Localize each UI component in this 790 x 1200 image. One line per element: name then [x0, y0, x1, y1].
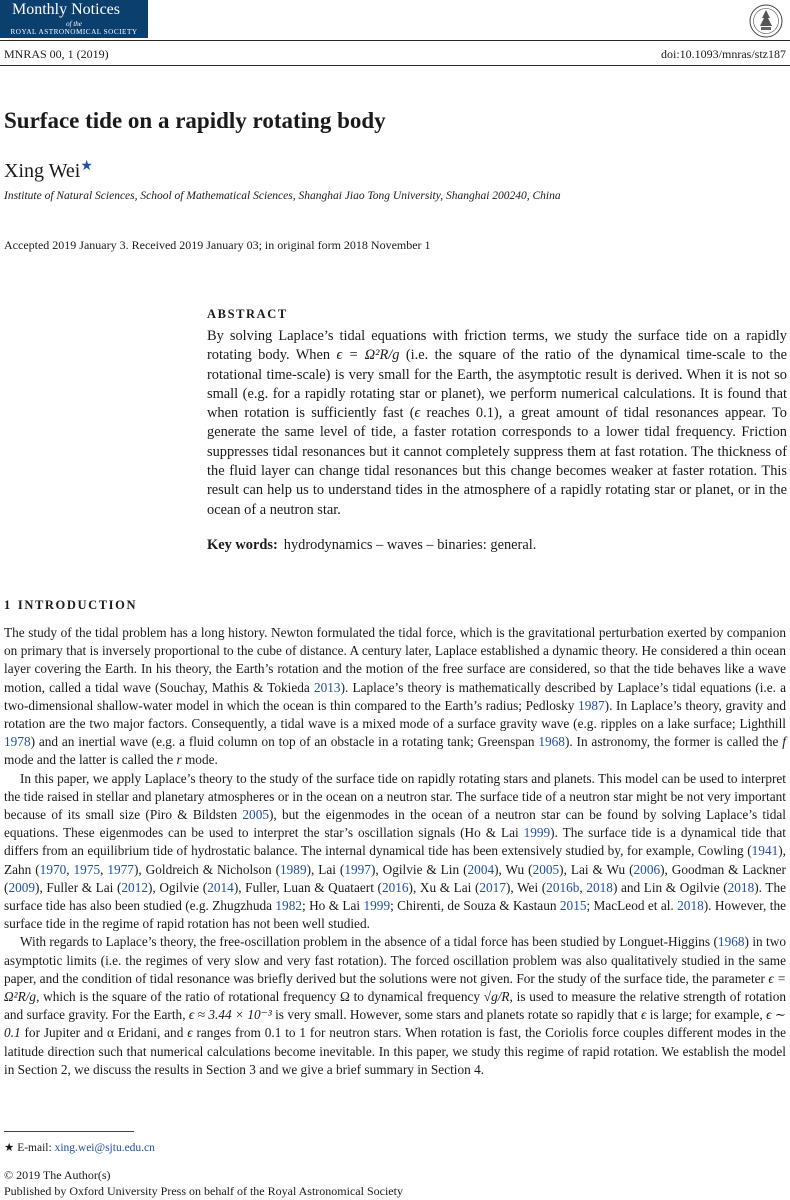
journal-masthead [0, 0, 148, 38]
citation-link[interactable]: 1982 [275, 898, 302, 914]
citation-link[interactable]: 2014 [207, 879, 234, 895]
citation-link[interactable]: 2006 [633, 861, 661, 877]
paper-title: Surface tide on a rapidly rotating body [4, 108, 386, 133]
keywords-label: Key words: [207, 537, 278, 553]
doi[interactable]: doi:10.1093/mnras/stz187 [661, 47, 786, 61]
citation-link[interactable]: 1968 [538, 734, 565, 750]
citation-link[interactable]: 1970 [39, 861, 67, 877]
paragraph: In this paper, we apply Laplace’s theory to the study of the surface tide on rapidly rotating stars and planets. This model can be used to interpret the tide raised in stellar and planetary atmospheres or in the ocean on a neutron star. The surface tide of a neutron star might be not very important because of its small size (Piro & Bildsten 2005), but the eigenmodes in the ocean of a neutron star can be found by solving Laplace’s tidal equations. These eigenmodes can be used to interpret the star’s oscillation signals (Ho & Lai 1999). The surface tide is a dynamical tide that differs from an equilibrium tide of hydrostatic balance. The internal dynamical tide has been extensively studied by, for example, Cowling (1941), Zahn (1970, 1975, 1977), Goldreich & Nicholson (1989), Lai (1997), Ogilvie & Lin (2004), Wu (2005), Lai & Wu (2006), Goodman & Lackner (2009), Fuller & Lai (2012), Ogilvie (2014), Fuller, Luan & Quataert (2016), Xu & Lai (2017), Wei (2016b, 2018) and Lin & Ogilvie (2018). The surface tide has also been studied (e.g. Zhugzhuda 1982; Ho & Lai 1999; Chirenti, de Souza & Kastaun 2015; MacLeod et al. 2018). However, the surface tide in the regime of rapid rotation has not been well studied. [4, 770, 787, 932]
header-rule-bottom [0, 65, 790, 66]
equation: ϵ ∼ 0.1 [4, 1007, 787, 1041]
dates-line: Accepted 2019 January 3. Received 2019 January 03; in original form 2018 November 1 [4, 238, 431, 252]
copyright: © 2019 The Author(s) [4, 1168, 111, 1182]
section-number: 1 [4, 598, 12, 612]
paragraph: With regards to Laplace’s theory, the free-oscillation problem in the absence of a tidal force has been studied by Longuet-Higgins (1968) in two asymptotic limits (i.e. the regimes of very slow and very fast rotation). The forced oscillation problem was also qualitatively studied in the same paper, and the condition of tidal resonance was briefly derived but the solutions were not given. For the study of the surface tide, the parameter ϵ = Ω²R/g, which is the square of the ratio of rotational frequency Ω to dynamical frequency √g/R, is used to measure the relative strength of rotation and surface gravity. For the Earth, ϵ ≈ 3.44 × 10⁻³ is very small. However, some stars and planets rotate so rapidly that ϵ is large; for example, ϵ ∼ 0.1 for Jupiter and α Eridani, and ϵ ranges from 0.1 to 1 for neutron stars. When rotation is fast, the Coriolis force couples different modes in the latitude direction such that numerical calculations become inevitable. In this paper, we study this regime of rapid rotation. We establish the model in Section 2, we discuss the results in Section 3 and we give a brief summary in Section 4. [4, 934, 787, 1077]
publisher-line: Published by Oxford University Press on behalf of the Royal Astronomical Society [4, 1184, 403, 1198]
society-crest-icon [748, 3, 784, 39]
section-title: INTRODUCTION [17, 598, 138, 612]
author-name: Xing Wei [4, 160, 81, 182]
citation-link[interactable]: 1977 [107, 861, 134, 877]
citation-link[interactable]: 1989 [280, 861, 307, 877]
citation-link[interactable]: 1997 [344, 861, 371, 877]
masthead-line-2: of the [66, 20, 82, 28]
footnote-mark: ★ [4, 1142, 15, 1154]
author-footnote-mark[interactable]: ★ [80, 159, 93, 174]
citation-link[interactable]: 1968 [717, 934, 745, 950]
citation-link[interactable]: 2018 [677, 898, 704, 914]
footnote-rule [4, 1131, 134, 1132]
keywords [207, 537, 536, 554]
citation-link[interactable]: 2015 [559, 898, 587, 914]
journal-reference: MNRAS 00, 1 (2019) [4, 47, 109, 61]
equation: ϵ ≈ 3.44 × 10⁻³ [188, 1007, 272, 1023]
paragraph: The study of the tidal problem has a long history. Newton formulated the tidal force, which is the gravitational perturbation exerted by companion on primary that is inversely proportional to the cube of distance. A century later, Laplace established a dynamic theory. He considered a thin ocean layer covering the Earth. In his theory, the Earth’s rotation and the motion of the free surface are considered, so that the tide behaves like a wave motion, called a tidal wave (Souchay, Mathis & Tokieda 2013). Laplace’s theory is mathematically described by Laplace’s tidal equations (i.e. a two-dimensional shallow-water model in which the ocean is thin compared to the Earth’s radius; Pedlosky 1987). In Laplace’s theory, gravity and rotation are the two major factors. Consequently, a tidal wave is a mixed mode of a surface gravity wave (e.g. ripples on a lake surface; Lighthill 1978) and an inertial wave (e.g. a fluid column on top of an obstacle in a rotating tank; Greenspan 1968). In astronomy, the former is called the f mode and the latter is called the r mode. [4, 625, 786, 768]
citation-link[interactable]: 1999 [523, 825, 551, 841]
equation: √g/R [483, 989, 510, 1005]
citation-link[interactable]: 2009 [8, 879, 36, 895]
header-rule [0, 40, 790, 41]
citation-link[interactable]: 2005 [532, 861, 560, 877]
citation-link[interactable]: 1999 [363, 898, 391, 914]
equation: ϵ = Ω²R/g [4, 970, 786, 1005]
citation-link[interactable]: 1978 [4, 734, 31, 750]
footnote-email: ★ E-mail: xing.wei@sjtu.edu.cn [4, 1142, 155, 1154]
masthead-line-3: ROYAL ASTRONOMICAL SOCIETY [10, 28, 138, 36]
citation-link[interactable]: 2016 [381, 879, 409, 895]
citation-link[interactable]: 2018 [586, 879, 613, 895]
citation-link[interactable]: 2018 [727, 879, 755, 895]
equation: ϵ = Ω²R/g [336, 347, 400, 364]
citation-link[interactable]: 2005 [242, 807, 269, 823]
citation-link[interactable]: 1975 [73, 861, 101, 877]
citation-link[interactable]: 1987 [578, 697, 605, 713]
masthead-line-1: Monthly Notices [12, 1, 120, 18]
keywords-text: hydrodynamics – waves – binaries: general. [283, 537, 537, 553]
equation: ϵ [187, 1025, 193, 1041]
equation: ϵ [414, 405, 421, 422]
citation-link[interactable]: 2017 [479, 879, 506, 895]
citation-link[interactable]: 2004 [467, 861, 495, 877]
introduction-body [4, 624, 786, 1079]
equation: ϵ [641, 1007, 647, 1023]
abstract-text: By solving Laplace’s tidal equations with friction terms, we study the surface tide on a rapidly rotating body. When ϵ = Ω²R/g (i.e. the square of the ratio of the dynamical time-scale to the rotational time-scale) is very small for the Earth, the asymptotic result is derived. When it is not so small (e.g. for a rapidly rotating star or planet), we perform numerical calculations. It is found that when rotation is sufficiently fast (ϵ reaches 0.1), a great amount of tidal resonances appear. To generate the same level of tide, a faster rotation corresponds to a lower tidal frequency. Friction suppresses tidal resonances but it cannot completely suppress them at fast rotation. The thickness of the fluid layer can change tidal resonances but this change becomes weaker at faster rotation. This result can help us to understand tides in the atmosphere of a rapidly rotating star or planet, or in the ocean of a neutron star. [207, 328, 787, 518]
section-heading [4, 598, 137, 613]
abstract-heading: ABSTRACT [207, 307, 288, 321]
citation-link[interactable]: 2013 [313, 679, 341, 695]
citation-link[interactable]: 1941 [751, 843, 779, 859]
email-link[interactable]: xing.wei@sjtu.edu.cn [54, 1142, 155, 1154]
citation-link[interactable]: 2012 [121, 879, 148, 895]
citation-link[interactable]: 2016b [546, 879, 580, 895]
author-line [4, 160, 93, 183]
affiliation: Institute of Natural Sciences, School of Mathematical Sciences, Shanghai Jiao Tong University, Shanghai 200240, China [4, 190, 561, 202]
